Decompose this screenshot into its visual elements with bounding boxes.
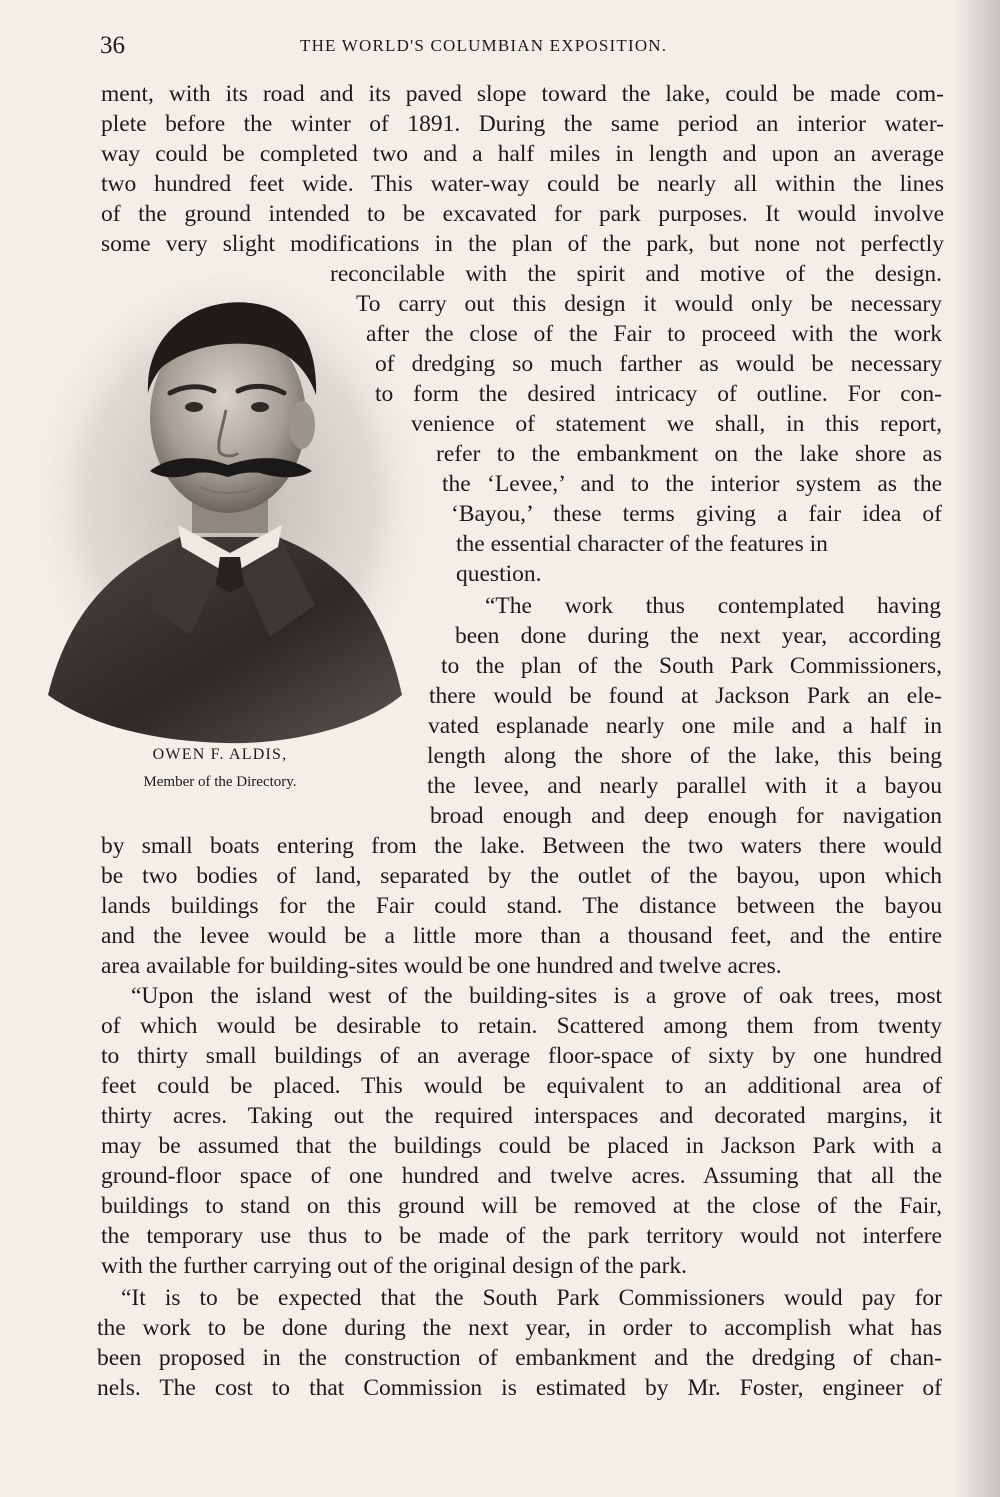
text-line: to thirty small buildings of an average floor-space of sixty by one hundred: [101, 1043, 942, 1069]
text-line: be two bodies of land, separated by the outlet of the bayou, upon which: [101, 863, 942, 889]
text-line: with the further carrying out of the original design of the park.: [101, 1253, 688, 1279]
text-line: of dredging so much farther as would be necessary: [375, 351, 942, 377]
text-line: lands buildings for the Fair could stand. The distance between the bayou: [101, 893, 942, 919]
text-line: the work to be done during the next year, in order to accomplish what has: [97, 1315, 942, 1341]
text-line: “Upon the island west of the building-sites is a grove of oak trees, most: [131, 983, 942, 1009]
text-line: question.: [456, 561, 542, 587]
running-title: THE WORLD'S COLUMBIAN EXPOSITION.: [300, 36, 668, 55]
text-line: vated esplanade nearly one mile and a half in: [428, 713, 942, 739]
text-line: ‘Bayou,’ these terms giving a fair idea of: [451, 501, 942, 527]
text-line: To carry out this design it would only be necessary: [356, 291, 942, 317]
text-line: and the levee would be a little more than a thousand feet, and the entire: [101, 923, 942, 949]
text-line: nels. The cost to that Commission is estimated by Mr. Foster, engineer of: [97, 1375, 942, 1401]
text-line: “The work thus contemplated having: [485, 593, 941, 619]
text-line: venience of statement we shall, in this report,: [411, 411, 942, 437]
text-line: the ‘Levee,’ and to the interior system as the: [442, 471, 942, 497]
text-line: some very slight modifications in the plan of the park, but none not perfectly: [101, 231, 944, 257]
text-line: ground-floor space of one hundred and twelve acres. Assuming that all the: [101, 1163, 942, 1189]
text-line: may be assumed that the buildings could be placed in Jackson Park with a: [101, 1133, 942, 1159]
binding-shadow: [954, 0, 1000, 1497]
text-line: “It is to be expected that the South Park Commissioners would pay for: [121, 1285, 942, 1311]
text-line: area available for building-sites would be one hundred and twelve acres.: [101, 953, 782, 979]
portrait-caption-role: Member of the Directory.: [143, 774, 297, 790]
text-line: thirty acres. Taking out the required interspaces and decorated margins, it: [101, 1103, 942, 1129]
text-line: feet could be placed. This would be equivalent to an additional area of: [101, 1073, 942, 1099]
text-line: to the plan of the South Park Commissioners,: [441, 653, 942, 679]
page-number: 36: [100, 32, 125, 59]
text-line: of which would be desirable to retain. Scattered among them from twenty: [101, 1013, 942, 1039]
text-line: been proposed in the construction of embankment and the dredging of chan-: [97, 1345, 942, 1371]
text-line: plete before the winter of 1891. During the same period an interior water-: [101, 111, 944, 137]
text-line: broad enough and deep enough for navigation: [430, 803, 942, 829]
text-line: been done during the next year, according: [455, 623, 941, 649]
text-line: there would be found at Jackson Park an ele-: [429, 683, 942, 709]
text-line: way could be completed two and a half miles in length and upon an average: [101, 141, 944, 167]
text-line: two hundred feet wide. This water-way could be nearly all within the lines: [101, 171, 944, 197]
text-line: the levee, and nearly parallel with it a bayou: [427, 773, 942, 799]
text-line: refer to the embankment on the lake shore as: [436, 441, 942, 467]
text-line: buildings to stand on this ground will be removed at the close of the Fair,: [101, 1193, 942, 1219]
text-line: by small boats entering from the lake. Between the two waters there would: [101, 833, 942, 859]
text-line: length along the shore of the lake, this being: [427, 743, 942, 769]
text-line: after the close of the Fair to proceed with the work: [366, 321, 942, 347]
text-line: ment, with its road and its paved slope toward the lake, could be made com-: [101, 81, 944, 107]
text-line: of the ground intended to be excavated for park purposes. It would involve: [101, 201, 944, 227]
text-line: reconcilable with the spirit and motive of the design.: [330, 261, 942, 287]
text-line: the temporary use thus to be made of the park territory would not interfere: [101, 1223, 942, 1249]
text-line: the essential character of the features in: [456, 531, 828, 557]
portrait-caption-name: OWEN F. ALDIS,: [152, 746, 288, 763]
text-line: to form the desired intricacy of outline. For con-: [375, 381, 942, 407]
